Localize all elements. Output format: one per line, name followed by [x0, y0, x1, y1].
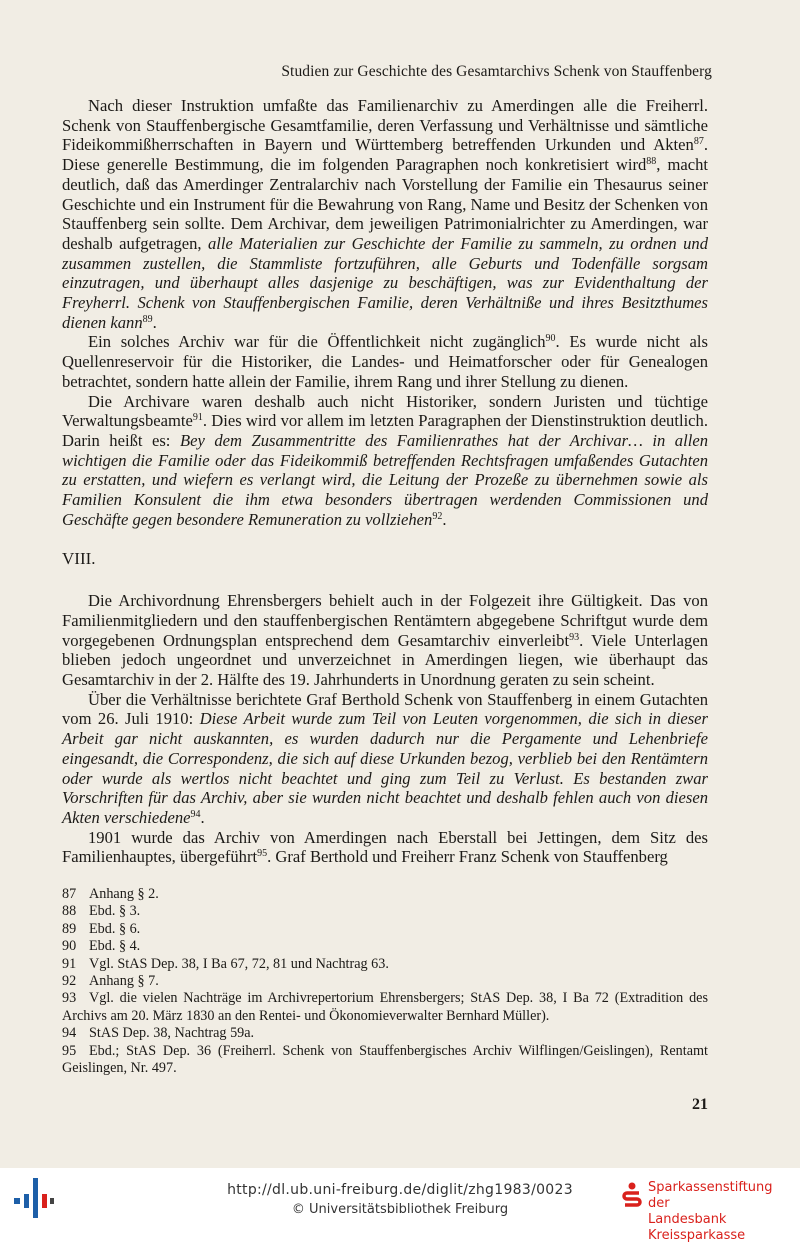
page-number: 21 [692, 1096, 708, 1113]
footnote [62, 921, 708, 938]
section-heading: VIII. [62, 549, 96, 569]
footnote [62, 1025, 708, 1042]
sponsor-line-1: Sparkassenstiftung der [648, 1180, 773, 1211]
footnote-ref: 89 [142, 313, 153, 325]
footnote-ref: 91 [192, 412, 203, 424]
footnote-ref: 93 [569, 631, 580, 643]
footnote-number: 90 [62, 938, 77, 955]
footnote-ref: 88 [646, 156, 657, 168]
footnote-number: 93 [62, 990, 77, 1007]
body-text [62, 96, 708, 867]
footnote-number: 87 [62, 886, 77, 902]
footnote-number: 95 [62, 1042, 77, 1059]
sponsor-logo[interactable] [620, 1180, 798, 1243]
footnote-number: 92 [62, 973, 77, 990]
footnote-ref: 87 [693, 136, 704, 148]
paragraph-6: 1901 wurde das Archiv von Amerdingen nach Eberstall bei Jettingen, dem Sitz des Familienhauptes, übergeführt$^{95}$. Graf Berthold und Freiherr Franz Schenk von Stauffenberg [62, 827, 708, 867]
footnote-number: 94 [62, 1025, 77, 1042]
footnote-text: Anhang § 7. [89, 973, 159, 990]
permalink-url[interactable]: http://dl.ub.uni-freiburg.de/diglit/zhg1983/0023 [227, 1182, 573, 1198]
sponsor-line-2: Landesbank Kreissparkasse [648, 1212, 746, 1243]
copyright-notice: © Universitätsbibliothek Freiburg [291, 1202, 509, 1217]
footnote [62, 903, 708, 920]
footnote-text: Ebd. § 4. [89, 938, 141, 955]
footnotes [62, 886, 708, 1077]
paragraph-2: Ein solches Archiv war für die Öffentlichkeit nicht zugänglich$^{90}$. Es wurde nicht als Quellenreservoir für die Historiker, die Landes- und Heimatforscher oder für Genealogen betrachtet, sondern hatte allein der Familie, ihrem Rang und ihrer Stellung zu dienen. [62, 332, 708, 391]
sparkasse-s-icon [620, 1182, 644, 1214]
footnote-text: Vgl. StAS Dep. 38, I Ba 67, 72, 81 und Nachtrag 63. [89, 955, 389, 972]
footnote [62, 1043, 708, 1078]
footnote-ref: 92 [432, 510, 443, 522]
paragraph-5: Über die Verhältnisse berichtete Graf Berthold Schenk von Stauffenberg in einem Gutachten vom 26. Juli 1910: Diese Arbeit wurde zum Teil von Leuten vorgenommen, die sich in dieser Arbeit gar nicht auskannten, es wurden dadurch nur die Pergamente und Lehenbriefe eingesandt, die Correspondenz, die sich auf diese Urkunden bezog, verblieb bei den Rentämtern oder wurde als wertlos nicht beachtet und ging zum Teil zu Verlust. Es bestanden zwar Vorschriften für das Archiv, aber sie wurden nicht beachtet und deshalb fehlen auch von diesen Akten verschiedene$^{94}$. [62, 689, 708, 827]
viewer-footer [0, 1168, 800, 1243]
footnote-text: Anhang § 2. [89, 886, 159, 902]
paragraph-1: Nach dieser Instruktion umfaßte das Familienarchiv zu Amerdingen alle die Freiherrl. Schenk von Stauffenbergische Gesamtfamilie, deren Verfassung und Verhältnisse und sämtliche Fideikommißherrschaften in Bayern und Württemberg betreffenden Urkunden und Akten$^{87}$. Diese generelle Bestimmung, die im folgenden Paragraphen noch konkretisiert wird$^{88}$, macht deutlich, daß das Amerdinger Zentralarchiv nach Vorstellung der Familie ein Thesaurus seiner Geschichte und ein Instrument für die Bewahrung von Rang, Name und Besitz der Schenken von Stauffenberg sein sollte. Dem Archivar, dem jeweiligen Patrimonialrichter zu Amerdingen, war deshalb aufgetragen, alle Materialien zur Geschichte der Familie zu sammeln, zu ordnen und zusammen zustellen, die Stammliste fortzuführen, alle Geburts und Todenfälle sorgsam einzutragen, und überhaupt alles dasjenige zu beschäftigen, was zur Evidenthaltung der Freyherrl. Schenk von Stauffenbergischen Familie, deren Verhältniße und ihres Besitzthumes dienen kann$^{89}$. [62, 96, 709, 332]
footnote-text: Vgl. die vielen Nachträge im Archivrepertorium Ehrensbergers; StAS Dep. 38, I Ba 72 (Extradition des Archivs am 20. März 1830 an den Rentei- und Ökonomieverwalter Bernhard Müller). [62, 990, 708, 1024]
footnote-ref: 95 [257, 848, 268, 860]
footnote-text: Ebd. § 6. [89, 920, 141, 937]
quotation: Diese Arbeit wurde zum Teil von Leuten vorgenommen, die sich in dieser Arbeit gar nicht auskannten, es wurden dadurch nur die Pergamente und Lehenbriefe eingesandt, die Correspondenz, die sich auf diese Urkunden bezog, verblieb bei den Rentämtern oder wurde als wertlos nicht beachtet und ging zum Teil zu Verlust. Es bestanden zwar Vorschriften für das Archiv, aber sie wurden nicht beachtet und deshalb fehlen auch von diesen Akten verschiedene [62, 709, 708, 827]
footnote-number: 89 [62, 920, 77, 937]
quotation: Bey dem Zusammentritte des Familienrathes hat der Archivar… in allen wichtigen die Familie oder das Fideikommiß betreffenden Rechtsfragen umfaßendes Gutachten zu erstatten, und wiefern es verlangt wird, die Leitung der Prozeße zu übernehmen sowie als Familien Konsulent die ihm etwa besonders übertragen werdenden Commissionen und Geschäfte gegen besondere Remuneration zu vollziehen [62, 430, 708, 529]
footnote-text: StAS Dep. 38, Nachtrag 59a. [89, 1025, 255, 1042]
quotation: alle Materialien zur Geschichte der Familie zu sammeln, zu ordnen und zusammen zustellen, die Stammliste fortzuführen, alle Geburts und Todenfälle sorgsam einzutragen, und überhaupt alles dasjenige zu beschäftigen, was zur Evidenthaltung der Freyherrl. Schenk von Stauffenbergischen Familie, deren Verhältniße und ihres Besitzthumes dienen kann [62, 233, 708, 332]
footnote-number: 88 [62, 903, 77, 920]
footnote-text: Ebd.; StAS Dep. 36 (Freiherrl. Schenk von Stauffenbergisches Archiv Wilflingen/Geislingen), Rentamt Geislingen, Nr. 497. [62, 1042, 708, 1077]
footnote-ref: 90 [545, 333, 556, 345]
footnote [62, 956, 708, 973]
footnote-number: 91 [62, 955, 77, 972]
footnote [62, 973, 708, 990]
paragraph-4: Die Archivordnung Ehrensbergers behielt auch in der Folgezeit ihre Gültigkeit. Das von Familienmitgliedern und den stauffenbergischen Rentämtern abgegebene Schriftgut wurde dem vorgegebenen Ordnungsplan entsprechend dem Gesamtarchiv einverleibt$^{93}$. Viele Unterlagen blieben jedoch ungeordnet und unverzeichnet in Amerdingen liegen, wie überhaupt das Gesamtarchiv in der 2. Hälfte des 19. Jahrhunderts in Unordnung geraten zu sein scheint. [62, 591, 708, 689]
footnote-text: Ebd. § 3. [89, 903, 141, 920]
footnote [62, 938, 708, 955]
footnote-ref: 94 [190, 808, 201, 820]
paragraph-3: Die Archivare waren deshalb auch nicht Historiker, sondern Juristen und tüchtige Verwaltungsbeamte$^{91}$. Dies wird vor allem im letzten Paragraphen der Dienstinstruktion deutlich. Darin heißt es: Bey dem Zusammentritte des Familienrathes hat der Archivar… in allen wichtigen die Familie oder das Fideikommiß betreffenden Rechtsfragen umfaßendes Gutachten zu erstatten, und wiefern es verlangt wird, die Leitung der Prozeße zu übernehmen sowie als Familien Konsulent die ihm etwa besonders übertragen werdenden Commissionen und Geschäfte gegen besondere Remuneration zu vollziehen$^{92}$. [62, 391, 708, 529]
footnote [62, 886, 708, 903]
running-title: Studien zur Geschichte des Gesamtarchivs Schenk von Stauffenberg [281, 63, 712, 80]
footnote [62, 990, 708, 1025]
